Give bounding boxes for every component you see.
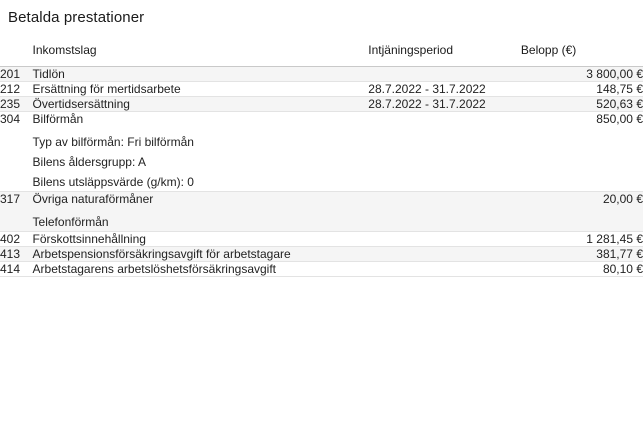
cell-income-code: 317 [0,192,33,232]
cell-income-code: 201 [0,67,33,82]
income-detail-item: Telefonförmån [32,215,109,229]
table-row [0,82,643,97]
cell-amount: 850,00 € [521,112,643,192]
page-title: Betalda prestationer [8,9,145,26]
table-header-row [0,37,643,67]
cell-earning-period [368,112,521,192]
cell-amount: 80,10 € [521,262,643,277]
cell-earning-period: 28.7.2022 - 31.7.2022 [368,97,521,112]
income-type-label: Övriga naturaförmåner [32,192,154,206]
cell-income-code: 212 [0,82,33,97]
column-header-income-type: Inkomstslag [33,37,369,67]
table-row [0,262,643,277]
cell-income-code: 414 [0,262,33,277]
cell-income-code: 304 [0,112,33,192]
column-header-earning-period: Intjäningsperiod [368,37,521,67]
cell-income-type [33,97,369,112]
table-row [0,247,643,262]
cell-amount: 1 281,45 € [521,232,643,247]
income-type-label: Bilförmån [32,112,84,126]
cell-earning-period [368,192,521,232]
cell-earning-period [368,232,521,247]
cell-amount: 381,77 € [521,247,643,262]
cell-amount: 3 800,00 € [521,67,643,82]
cell-earning-period [368,247,521,262]
cell-amount: 520,63 € [521,97,643,112]
cell-income-type [33,82,369,97]
cell-income-code: 235 [0,97,33,112]
cell-earning-period [368,262,521,277]
column-header-code [0,37,33,67]
table-row [0,112,643,192]
table-header [0,37,643,67]
income-type-label: Arbetspensionsförsäkringsavgift för arbetstagare [32,247,291,261]
income-type-label: Arbetstagarens arbetslöshetsförsäkringsavgift [32,262,277,276]
cell-income-type [33,262,369,277]
income-detail-list [33,135,369,191]
cell-income-type [33,67,369,82]
cell-income-code: 402 [0,232,33,247]
cell-income-type [33,232,369,247]
income-type-label: Förskottsinnehållning [32,232,146,246]
income-type-label: Övertidsersättning [32,97,130,111]
cell-income-type [33,247,369,262]
cell-income-code: 413 [0,247,33,262]
cell-income-type [33,192,369,232]
column-header-amount: Belopp (€) [521,37,643,67]
income-detail-item: Typ av bilförmån: Fri bilförmån [32,135,194,149]
income-detail-list [33,215,369,231]
cell-earning-period: 28.7.2022 - 31.7.2022 [368,82,521,97]
income-type-label: Tidlön [32,67,65,81]
table-body [0,67,643,277]
table-row [0,192,643,232]
table-row [0,232,643,247]
cell-amount: 148,75 € [521,82,643,97]
cell-earning-period [368,67,521,82]
table-row [0,67,643,82]
income-type-label: Ersättning för mertidsarbete [32,82,181,96]
cell-amount: 20,00 € [521,192,643,232]
income-detail-item: Bilens utsläppsvärde (g/km): 0 [32,175,194,189]
cell-income-type [33,112,369,192]
paid-benefits-table [0,37,643,277]
income-detail-item: Bilens åldersgrupp: A [32,155,146,169]
table-row [0,97,643,112]
